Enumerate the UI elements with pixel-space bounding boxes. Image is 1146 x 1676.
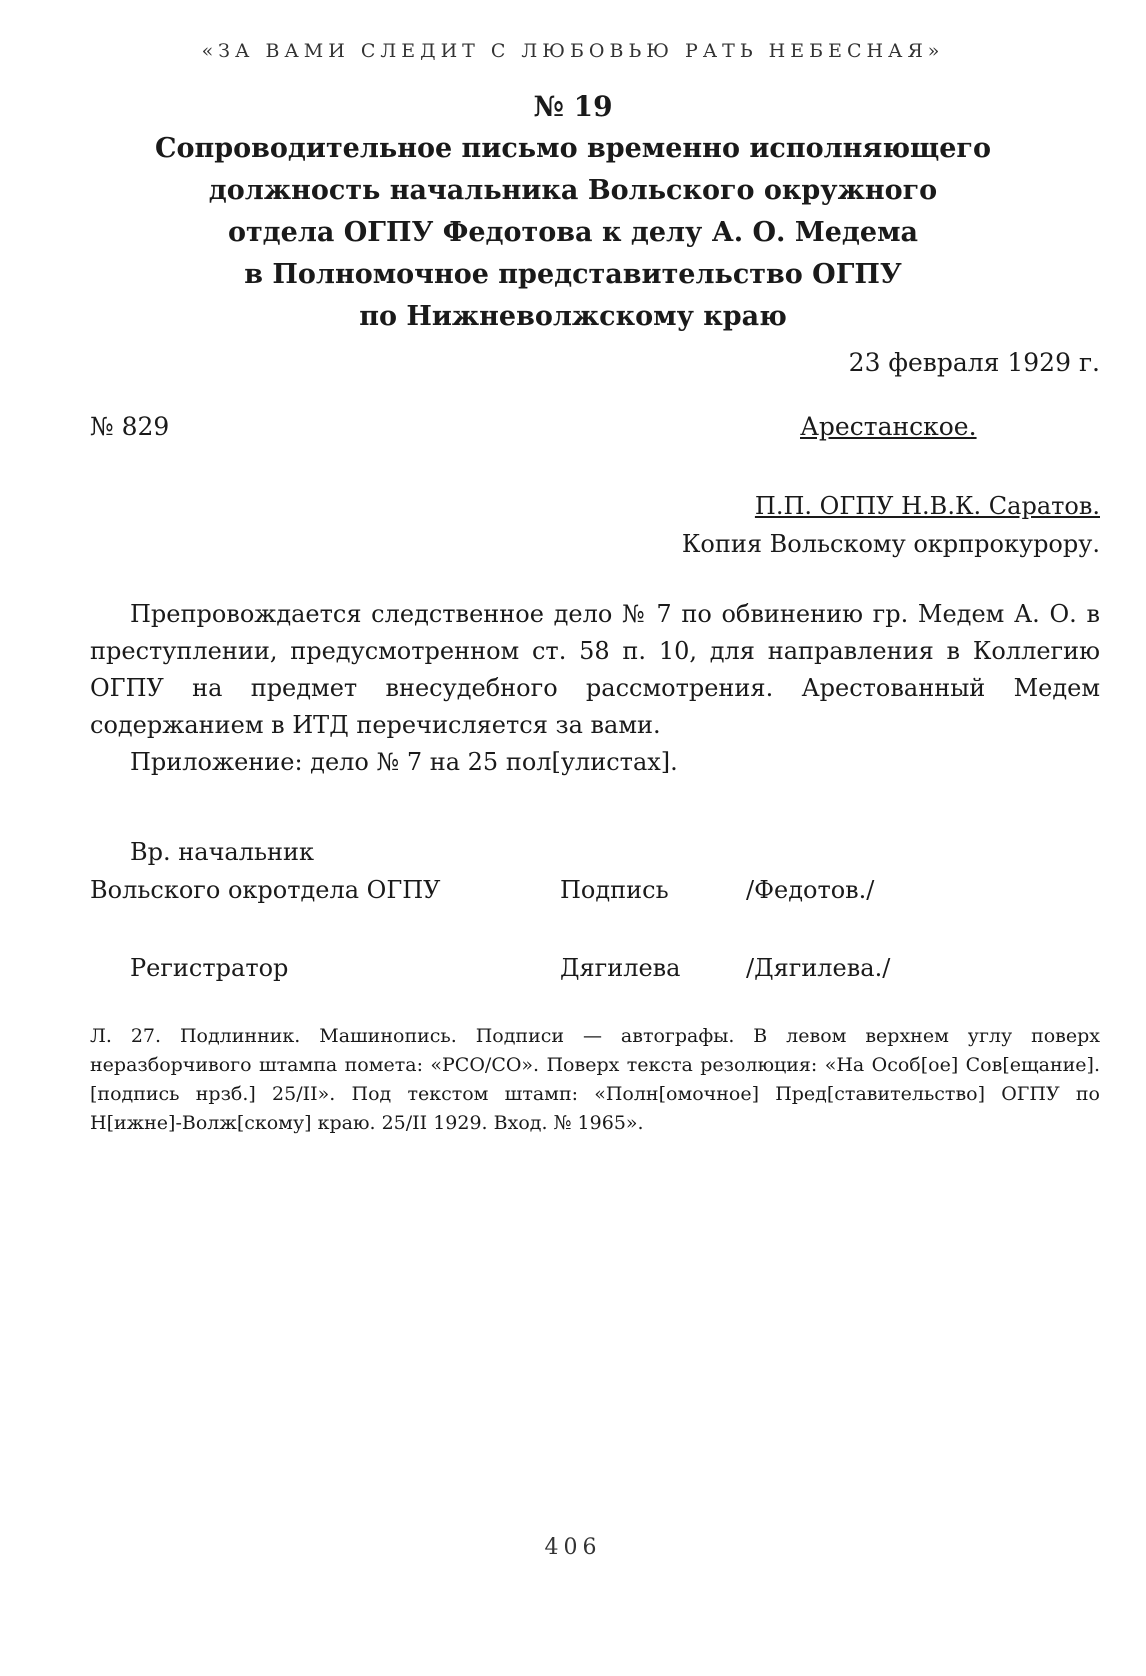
title-line: в Полномочное представительство ОГПУ (244, 259, 902, 290)
signer-name: /Федотов./ (746, 876, 875, 904)
registrar-name: /Дягилева./ (746, 954, 891, 982)
arrest-mark: Арестанское. (800, 412, 977, 441)
signer-position-line2: Вольского окротдела ОГПУ (90, 876, 441, 904)
addressee: П.П. ОГПУ Н.В.К. Саратов. (754, 492, 1100, 520)
archival-note (90, 1022, 1100, 1138)
document-date: 23 февраля 1929 г. (848, 348, 1100, 377)
outgoing-number: № 829 (90, 412, 170, 441)
registrar-title: Регистратор (130, 954, 289, 982)
signer-position-line1: Вр. начальник (130, 838, 315, 866)
title-line: Сопроводительное письмо временно исполняющего (155, 133, 991, 164)
running-head: «ЗА ВАМИ СЛЕДИТ С ЛЮБОВЬЮ РАТЬ НЕБЕСНАЯ» (201, 40, 945, 62)
archival-note-text: Л. 27. Подлинник. Машинопись. Подписи — автографы. В левом верхнем углу поверх неразборчивого штампа помета: «РСО/СО». Поверх текста резолюция: «На Особ[ое] Сов[ещание]. [подпись нрзб.] 25/II». Под текстом штамп: «Полн[омочное] Пред[ставительство] ОГПУ по Н[ижне]-Волж[скому] краю. 25/II 1929. Вход. № 1965». (90, 1025, 1100, 1134)
document-number: № 19 (533, 90, 613, 123)
document-title (120, 128, 1026, 338)
letter-body (90, 596, 1100, 781)
title-line: по Нижневолжскому краю (359, 301, 787, 332)
page-number: 406 (544, 1535, 602, 1560)
registrar-signature: Дягилева (560, 954, 681, 982)
attachment-line: Приложение: дело № 7 на 25 пол[улистах]. (130, 748, 678, 776)
body-paragraph: Препровождается следственное дело № 7 по обвинению гр. Медем А. О. в преступлении, предусмотренном ст. 58 п. 10, для направления в Коллегию ОГПУ на предмет внесудебного рассмотрения. Арестованный Медем содержанием в ИТД перечисляется за вами. (90, 600, 1100, 739)
copy-recipient: Копия Вольскому окрпрокурору. (681, 530, 1100, 558)
title-line: отдела ОГПУ Федотова к делу А. О. Медема (227, 217, 919, 248)
signature-label: Подпись (560, 876, 669, 904)
title-line: должность начальника Вольского окружного (208, 175, 938, 206)
